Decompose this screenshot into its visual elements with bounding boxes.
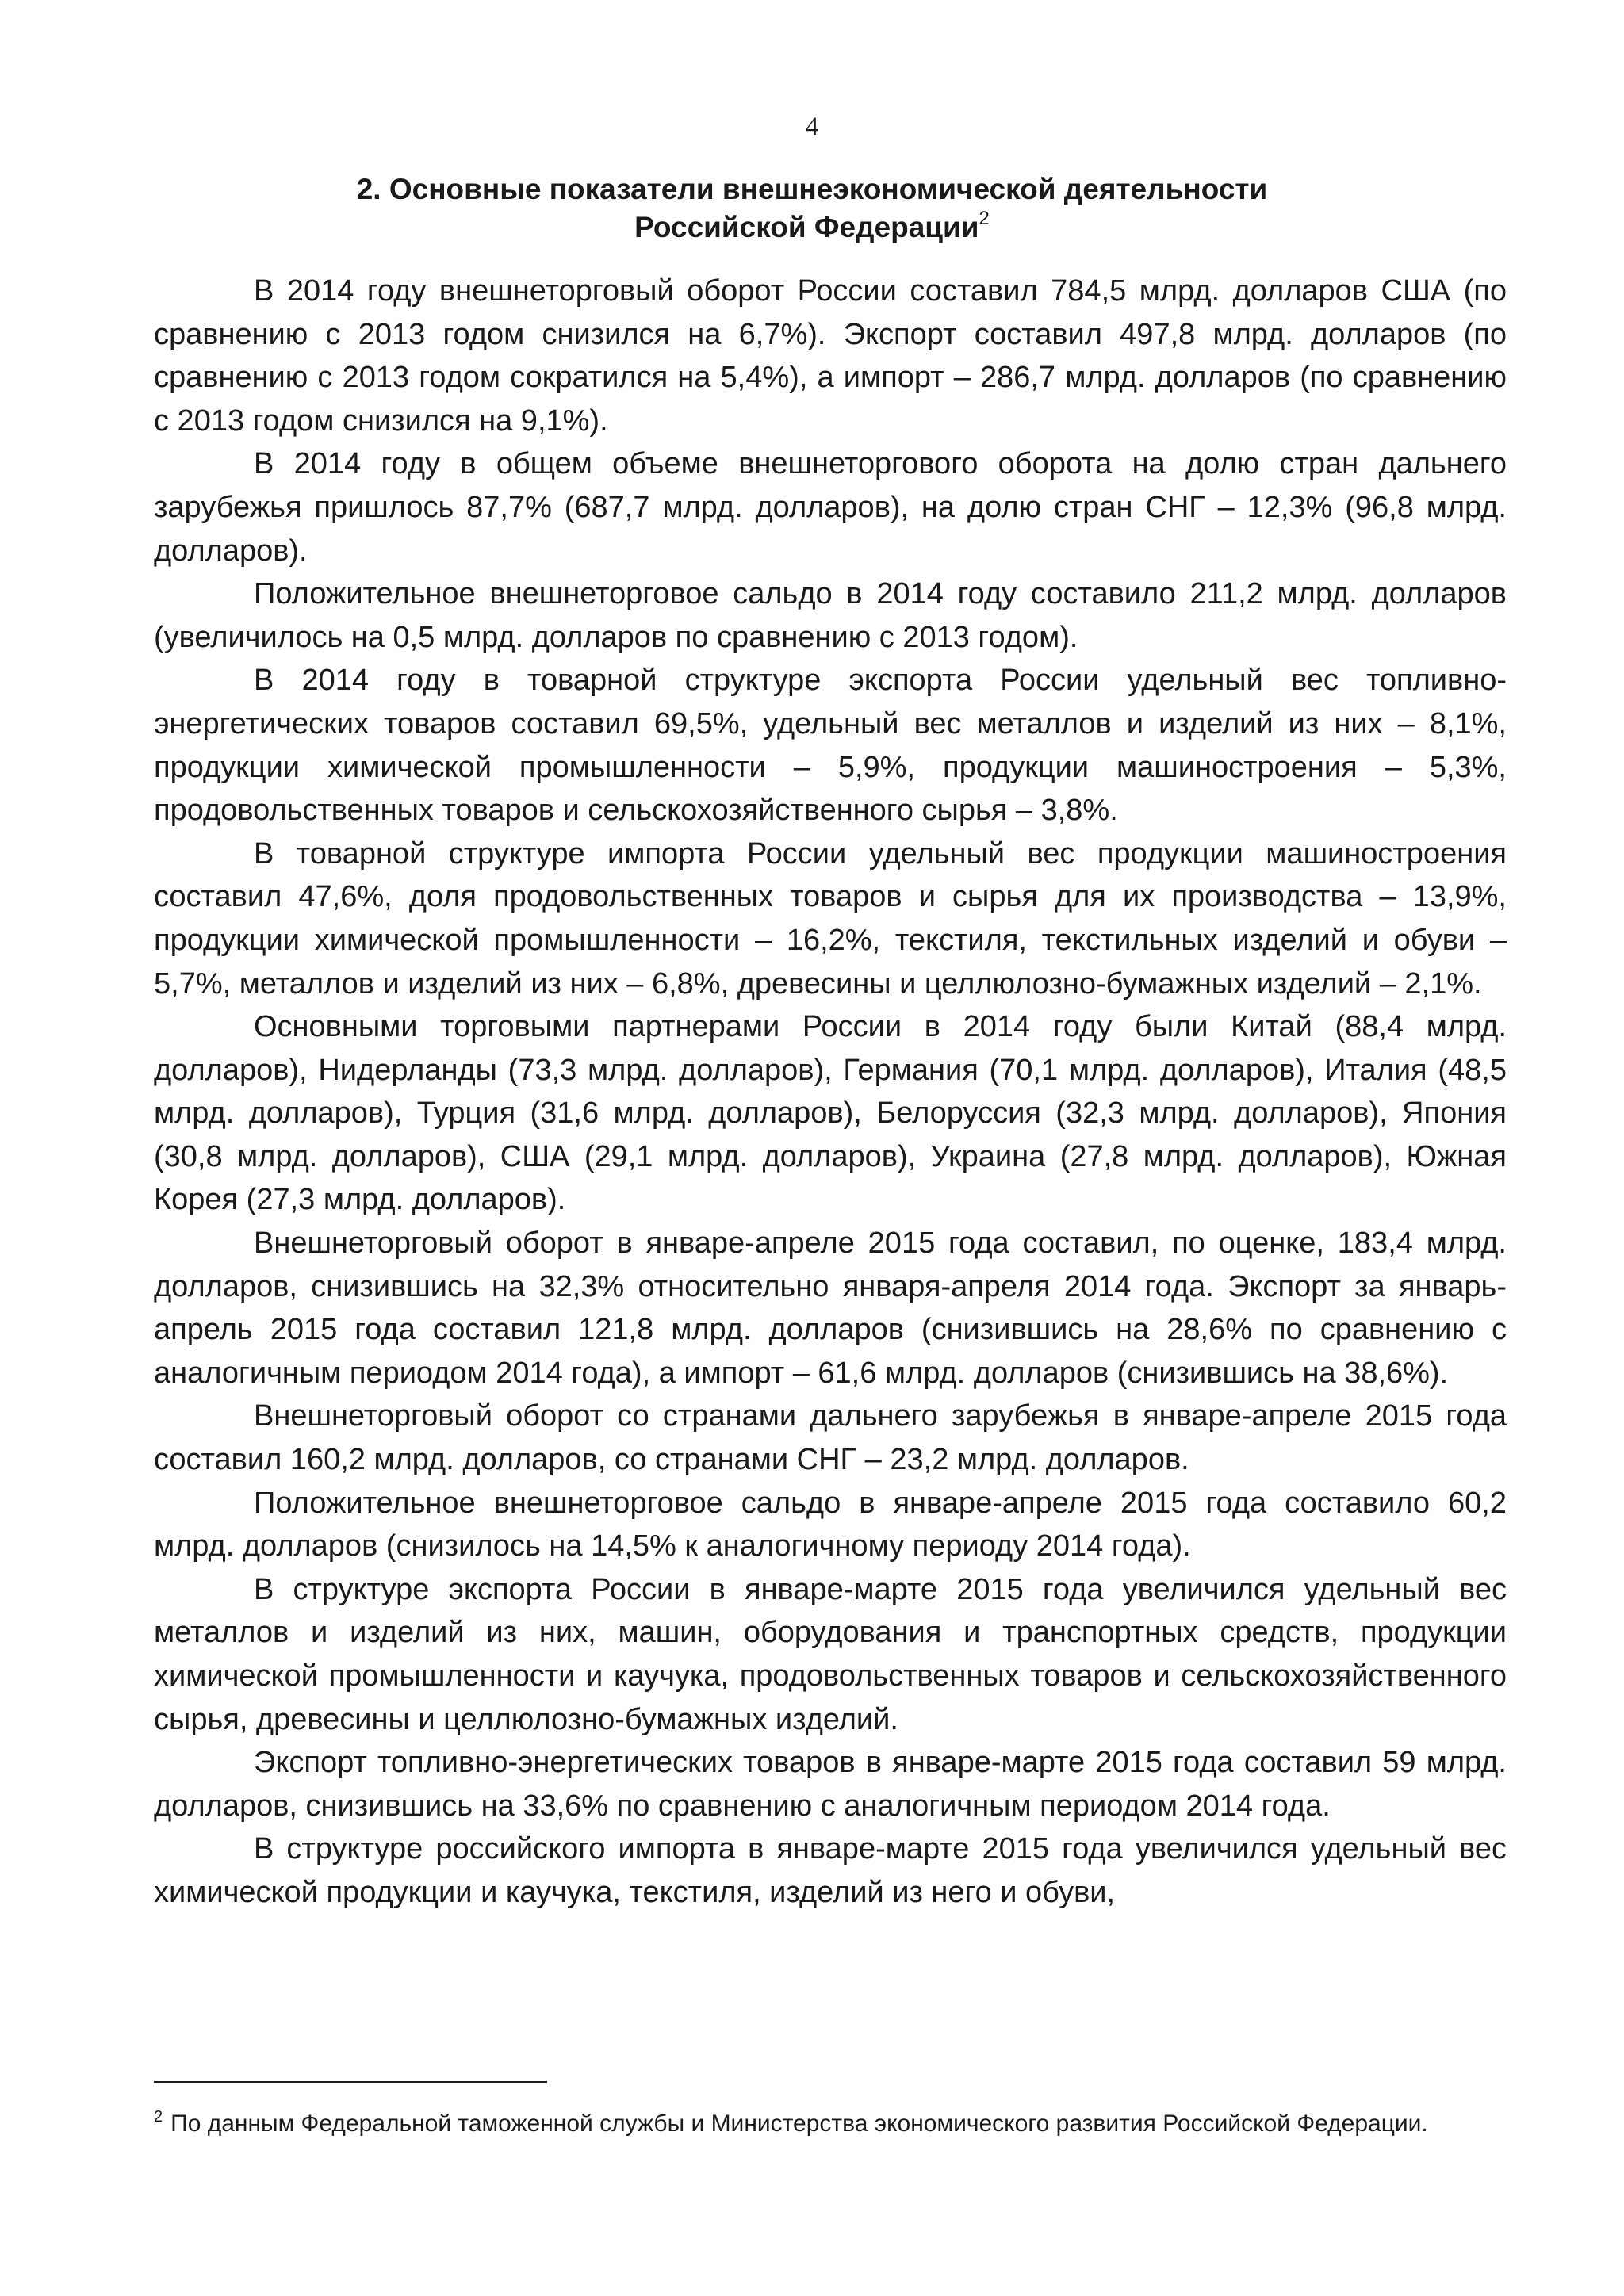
footnote [154,2109,1507,2138]
footnote-text: По данным Федеральной таможенной службы и Министерства экономического развития Российской Федерации. [170,2110,1428,2137]
paragraph: Положительное внешнеторговое сальдо в 2014 году составило 211,2 млрд. долларов (увеличилось на 0,5 млрд. долларов по сравнению с 2013 годом). [154,577,1507,654]
heading-footnote-mark[interactable]: 2 [979,208,990,229]
paragraph: В 2014 году в товарной структуре экспорта России удельный вес топливно-энергетических товаров составил 69,5%, удельный вес металлов и изделий из них – 8,1%, продукции химической промышленности – 5,9%, продукции машиностроения – 5,3%, продовольственных товаров и сельскохозяйственного сырья – 3,8%. [154,664,1507,828]
paragraph: Внешнеторговый оборот со странами дальнего зарубежья в январе-апреле 2015 года составил 160,2 млрд. долларов, со странами СНГ – 23,2 млрд. долларов. [154,1399,1507,1477]
body-text [154,270,1507,1915]
paragraph: Внешнеторговый оборот в январе-апреле 2015 года составил, по оценке, 183,4 млрд. долларов, снизившись на 32,3% относительно января-апреля 2014 года. Экспорт за январь-апрель 2015 года составил 121,8 млрд. долларов (снизившись на 28,6% по сравнению с аналогичным периодом 2014 года), а импорт – 61,6 млрд. долларов (снизившись на 38,6%). [154,1226,1507,1390]
paragraph: В структуре российского импорта в январе-марте 2015 года увеличился удельный вес химической продукции и каучука, текстиля, изделий из него и обуви, [154,1832,1507,1909]
section-heading-line-2-text: Российской Федерации [634,211,979,243]
footnote-divider [154,2081,547,2083]
paragraph: В 2014 году в общем объеме внешнеторгового оборота на долю стран дальнего зарубежья пришлось 87,7% (687,7 млрд. долларов), на долю стран СНГ – 12,3% (96,8 млрд. долларов). [154,447,1507,568]
page-number: 4 [805,113,819,141]
section-heading-line-1: 2. Основные показатели внешнеэкономической деятельности [356,173,1268,205]
paragraph: В 2014 году внешнеторговый оборот России составил 784,5 млрд. долларов США (по сравнению с 2013 годом снизился на 6,7%). Экспорт составил 497,8 млрд. долларов (по сравнению с 2013 годом сократился на 5,4%), а импорт – 286,7 млрд. долларов (по сравнению с 2013 годом снизился на 9,1%). [154,274,1507,438]
footnote-mark: 2 [154,2108,163,2126]
paragraph: В товарной структуре импорта России удельный вес продукции машиностроения составил 47,6%, доля продовольственных товаров и сырья для их производства – 13,9%, продукции химической промышленности – 16,2%, текстиля, текстильных изделий и обуви – 5,7%, металлов и изделий из них – 6,8%, древесины и целлюлозно-бумажных изделий – 2,1%. [154,836,1507,1001]
section-heading-line-2 [0,209,1624,247]
paragraph: Экспорт топливно-энергетических товаров в январе-марте 2015 года составил 59 млрд. долларов, снизившись на 33,6% по сравнению с аналогичным периодом 2014 года. [154,1746,1507,1823]
paragraph: В структуре экспорта России в январе-марте 2015 года увеличился удельный вес металлов и изделий из них, машин, оборудования и транспортных средств, продукции химической промышленности и каучука, продовольственных товаров и сельскохозяйственного сырья, древесины и целлюлозно-бумажных изделий. [154,1572,1507,1736]
paragraph: Основными торговыми партнерами России в 2014 году были Китай (88,4 млрд. долларов), Нидерланды (73,3 млрд. долларов), Германия (70,1 млрд. долларов), Италия (48,5 млрд. долларов), Турция (31,6 млрд. долларов), Белоруссия (32,3 млрд. долларов), Япония (30,8 млрд. долларов), США (29,1 млрд. долларов), Украина (27,8 млрд. долларов), Южная Корея (27,3 млрд. долларов). [154,1010,1507,1217]
paragraph: Положительное внешнеторговое сальдо в январе-апреле 2015 года составило 60,2 млрд. долларов (снизилось на 14,5% к аналогичному периоду 2014 года). [154,1486,1507,1563]
section-heading [0,170,1624,247]
